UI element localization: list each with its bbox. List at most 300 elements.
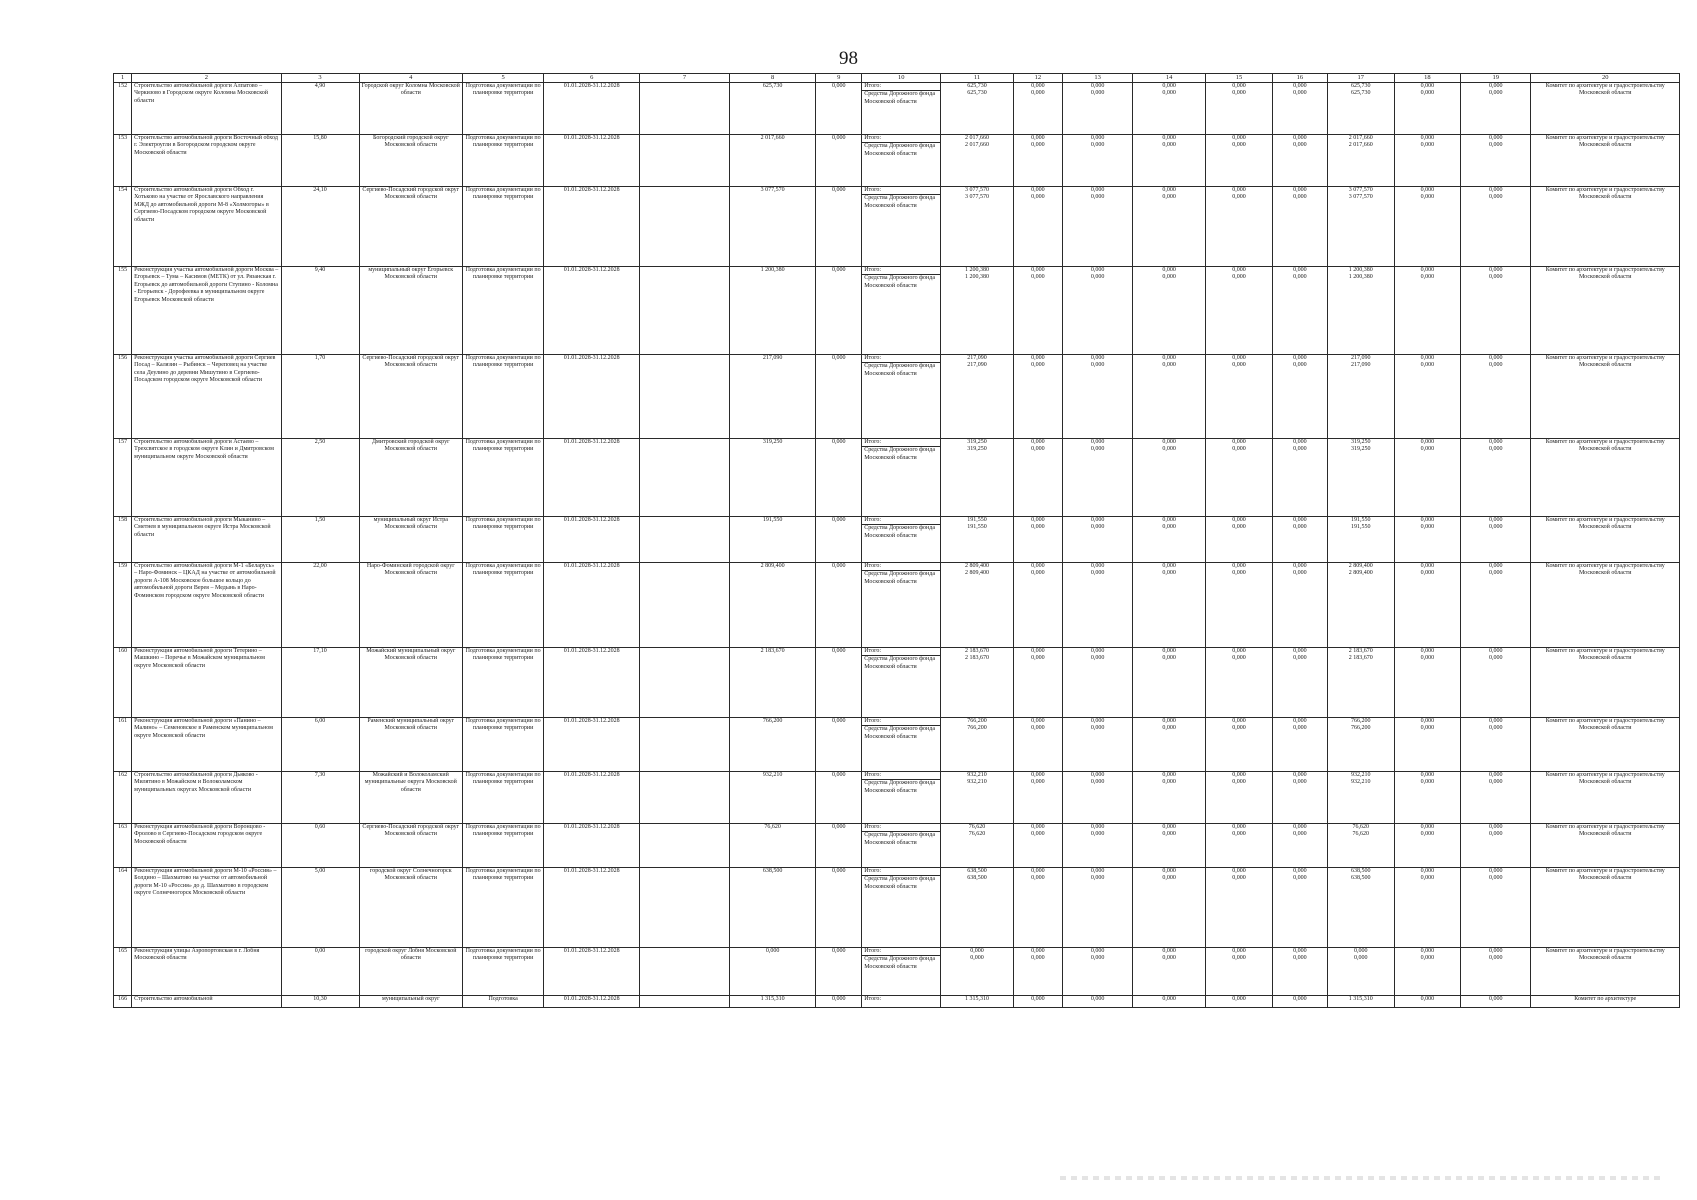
year-value: 0,000 — [1090, 948, 1105, 954]
table-row — [114, 83, 1680, 135]
year-value: 0,000 — [1090, 772, 1105, 778]
year-value-cell — [941, 187, 1014, 267]
year-value: 0,000 — [1488, 274, 1503, 281]
year-value: 0,000 — [1293, 524, 1307, 531]
year-value: 0,000 — [1488, 996, 1503, 1002]
responsible-body: Комитет по архитектуре и градостроительству Московской области — [1531, 517, 1680, 563]
year-value-cell — [1205, 439, 1272, 517]
funding-label: Средства Дорожного фонда Московской области — [862, 725, 940, 741]
year-value-cell — [1013, 563, 1062, 648]
municipality: Можайский муниципальный округ Московской области — [359, 648, 463, 718]
year-value: 0,000 — [1031, 824, 1045, 830]
year-value: 217,090 — [967, 355, 987, 361]
year-value: 0,000 — [1420, 517, 1435, 523]
year-value-cell — [1394, 355, 1460, 439]
year-value: 0,000 — [1488, 570, 1503, 577]
program-table — [113, 73, 1680, 1008]
year-value: 0,000 — [1232, 955, 1246, 962]
year-value: 0,000 — [1420, 142, 1435, 149]
column-7 — [640, 439, 730, 517]
year-value-cell — [1273, 824, 1327, 868]
year-value: 1 315,310 — [964, 996, 989, 1002]
total-cost: 932,210 — [729, 772, 815, 824]
year-value-cell — [1062, 996, 1132, 1008]
year-value: 0,000 — [1293, 868, 1307, 874]
funding-label: Средства Дорожного фонда Московской области — [862, 142, 940, 158]
year-value: 2 017,660 — [1348, 142, 1373, 149]
year-value: 0,000 — [1293, 831, 1307, 838]
funding-source-cell — [862, 355, 941, 439]
year-value: 2 809,400 — [964, 563, 989, 569]
year-value-cell — [941, 996, 1014, 1008]
year-value-cell — [1327, 135, 1394, 187]
year-value: 932,210 — [1350, 779, 1371, 786]
column-9: 0,000 — [816, 996, 862, 1008]
year-value: 0,000 — [1162, 446, 1176, 453]
year-value: 766,200 — [967, 725, 987, 732]
year-value: 0,000 — [1232, 948, 1246, 954]
column-7 — [640, 868, 730, 948]
year-value: 625,730 — [1350, 83, 1371, 89]
total-label: Итого: — [864, 718, 882, 724]
object-name: Реконструкция улицы Аэропортовская в г. Лобня Московской области — [132, 948, 281, 996]
year-value: 0,000 — [1162, 439, 1176, 445]
year-value-cell — [1013, 648, 1062, 718]
column-9: 0,000 — [816, 83, 862, 135]
year-value: 0,000 — [1090, 955, 1105, 962]
year-value-cell — [1133, 718, 1206, 772]
year-value-cell — [1013, 772, 1062, 824]
year-value: 766,200 — [1350, 725, 1371, 732]
year-value: 0,000 — [1162, 824, 1176, 830]
year-value: 0,000 — [1420, 267, 1435, 273]
year-value: 0,000 — [1488, 446, 1503, 453]
year-value-cell — [1461, 439, 1531, 517]
year-value-cell — [1205, 996, 1272, 1008]
year-value: 0,000 — [1293, 187, 1307, 193]
total-cost: 625,730 — [729, 83, 815, 135]
work-stage: Подготовка документации по планировке территории — [463, 824, 544, 868]
year-value-cell — [941, 824, 1014, 868]
year-value-cell — [1327, 439, 1394, 517]
responsible-body: Комитет по архитектуре и градостроительству Московской области — [1531, 824, 1680, 868]
year-value: 0,000 — [1293, 362, 1307, 369]
municipality: городской округ Солнечногорск Московской области — [359, 868, 463, 948]
responsible-body: Комитет по архитектуре и градостроительству Московской области — [1531, 187, 1680, 267]
year-value-cell — [1273, 868, 1327, 948]
year-value-cell — [1133, 648, 1206, 718]
year-value: 0,000 — [1031, 517, 1045, 523]
length-km: 6,00 — [281, 718, 359, 772]
year-value: 0,000 — [1420, 362, 1435, 369]
year-value: 0,000 — [1090, 439, 1105, 445]
year-value-cell — [1133, 517, 1206, 563]
year-value-cell — [1013, 187, 1062, 267]
length-km: 7,30 — [281, 772, 359, 824]
year-value: 0,000 — [1293, 274, 1307, 281]
funding-label: Средства Дорожного фонда Московской области — [862, 446, 940, 462]
year-value: 0,000 — [970, 955, 984, 962]
column-9: 0,000 — [816, 772, 862, 824]
year-value-cell — [1013, 868, 1062, 948]
year-value: 0,000 — [1162, 779, 1176, 786]
year-value: 0,000 — [1420, 355, 1435, 361]
year-value-cell — [1394, 948, 1460, 996]
row-number: 163 — [114, 824, 132, 868]
year-value: 0,000 — [1232, 779, 1246, 786]
year-value-cell — [1394, 824, 1460, 868]
table-row — [114, 135, 1680, 187]
work-period: 01.01.2028-31.12.2028 — [544, 772, 640, 824]
year-value: 0,000 — [1293, 142, 1307, 149]
year-value: 0,000 — [1031, 187, 1045, 193]
year-value: 0,000 — [1232, 875, 1246, 882]
table-row — [114, 355, 1680, 439]
year-value: 0,000 — [1488, 772, 1503, 778]
year-value: 0,000 — [1488, 194, 1503, 201]
year-value: 0,000 — [1090, 570, 1105, 577]
year-value: 0,000 — [1488, 868, 1503, 874]
year-value-cell — [1205, 135, 1272, 187]
year-value: 0,000 — [1488, 355, 1503, 361]
funding-source-cell — [862, 563, 941, 648]
year-value-cell — [1394, 718, 1460, 772]
total-label: Итого: — [864, 948, 882, 954]
year-value: 0,000 — [1162, 355, 1176, 361]
object-name: Реконструкция автомобильной дороги «Панино – Малино» – Семеновское в Раменском муниципальном округе Московской области — [132, 718, 281, 772]
responsible-body: Комитет по архитектуре и градостроительству Московской области — [1531, 563, 1680, 648]
year-value-cell — [1205, 517, 1272, 563]
year-value: 0,000 — [1031, 955, 1045, 962]
row-number: 166 — [114, 996, 132, 1008]
year-value-cell — [1273, 267, 1327, 355]
year-value-cell — [941, 648, 1014, 718]
year-value: 0,000 — [1090, 875, 1105, 882]
year-value-cell — [1205, 563, 1272, 648]
total-cost: 3 077,570 — [729, 187, 815, 267]
year-value: 0,000 — [1232, 135, 1246, 141]
municipality: Можайский и Волоколамский муниципальные округа Московской области — [359, 772, 463, 824]
year-value: 0,000 — [1162, 517, 1176, 523]
year-value: 0,000 — [1031, 718, 1045, 724]
year-value: 0,000 — [1420, 655, 1435, 662]
funding-source-cell — [862, 187, 941, 267]
year-value-cell — [1013, 267, 1062, 355]
year-value-cell — [1133, 824, 1206, 868]
responsible-body: Комитет по архитектуре и градостроительству Московской области — [1531, 135, 1680, 187]
year-value-cell — [941, 135, 1014, 187]
year-value-cell — [1327, 718, 1394, 772]
row-number: 162 — [114, 772, 132, 824]
year-value-cell — [1062, 83, 1132, 135]
year-value: 0,000 — [1031, 274, 1045, 281]
object-name: Строительство автомобильной дороги Алпатово – Черкизово в Городском округе Коломна Московской области — [132, 83, 281, 135]
year-value: 0,000 — [1031, 779, 1045, 786]
year-value-cell — [1133, 135, 1206, 187]
column-7 — [640, 355, 730, 439]
year-value: 0,000 — [1232, 362, 1246, 369]
year-value: 0,000 — [1232, 570, 1246, 577]
year-value: 638,500 — [967, 875, 987, 882]
year-value: 0,000 — [1031, 439, 1045, 445]
length-km: 0,60 — [281, 824, 359, 868]
column-number: 19 — [1461, 74, 1531, 83]
column-number: 20 — [1531, 74, 1680, 83]
year-value-cell — [1461, 355, 1531, 439]
work-stage: Подготовка документации по планировке территории — [463, 83, 544, 135]
year-value: 76,620 — [1352, 824, 1369, 830]
year-value-cell — [1461, 267, 1531, 355]
year-value-cell — [941, 355, 1014, 439]
object-name: Реконструкция участка автомобильной дороги Москва – Егорьевск – Тума – Касимов (МЕТК) от ул. Рязанская г. Егорьевск до автомобильной дороги Ступино - Коломна - Егорьевск - Дорофеевка в муниципальном округе Егорьевск Московской области — [132, 267, 281, 355]
year-value: 0,000 — [1031, 570, 1045, 577]
year-value-cell — [941, 563, 1014, 648]
year-value: 0,000 — [1420, 274, 1435, 281]
work-period: 01.01.2028-31.12.2028 — [544, 718, 640, 772]
year-value: 0,000 — [1232, 524, 1246, 531]
total-cost: 0,000 — [729, 948, 815, 996]
year-value: 0,000 — [1420, 648, 1435, 654]
responsible-body: Комитет по архитектуре и градостроительству Московской области — [1531, 83, 1680, 135]
year-value: 1 200,380 — [964, 267, 989, 273]
year-value-cell — [1327, 83, 1394, 135]
year-value: 0,000 — [1162, 194, 1176, 201]
year-value: 0,000 — [1232, 563, 1246, 569]
work-stage: Подготовка документации по планировке территории — [463, 267, 544, 355]
year-value: 76,620 — [968, 831, 986, 838]
work-period: 01.01.2028-31.12.2028 — [544, 187, 640, 267]
column-7 — [640, 187, 730, 267]
year-value-cell — [1327, 517, 1394, 563]
year-value: 0,000 — [1420, 875, 1435, 882]
object-name: Строительство автомобильной дороги М-1 «Беларусь» – Наро-Фоминск – ЦКАД на участке от автомобильной дороги А-108 Московское большое кольцо до автомобильной дороги Верея – Медынь в Наро-Фоминском городском округе Московской области — [132, 563, 281, 648]
year-value: 0,000 — [1293, 135, 1307, 141]
year-value: 0,000 — [1293, 570, 1307, 577]
table-row — [114, 948, 1680, 996]
year-value-cell — [1273, 83, 1327, 135]
year-value-cell — [1461, 648, 1531, 718]
year-value-cell — [1205, 267, 1272, 355]
year-value: 0,000 — [1162, 362, 1176, 369]
year-value: 0,000 — [1090, 446, 1105, 453]
year-value: 625,730 — [967, 90, 987, 97]
year-value-cell — [1394, 772, 1460, 824]
work-period: 01.01.2028-31.12.2028 — [544, 135, 640, 187]
year-value-cell — [1394, 996, 1460, 1008]
object-name: Строительство автомобильной дороги Обход г. Хотьково на участке от Ярославского направления МЖД до автомобильной дороги М-8 «Холмогоры» в Сергиево-Посадском городском округе Московской области — [132, 187, 281, 267]
year-value-cell — [1062, 187, 1132, 267]
year-value-cell — [1327, 772, 1394, 824]
year-value: 2 017,660 — [1348, 135, 1373, 141]
year-value: 0,000 — [1090, 142, 1105, 149]
year-value-cell — [1273, 563, 1327, 648]
year-value-cell — [1133, 187, 1206, 267]
year-value: 0,000 — [1488, 948, 1503, 954]
year-value-cell — [1273, 996, 1327, 1008]
total-cost: 217,090 — [729, 355, 815, 439]
year-value: 0,000 — [1293, 779, 1307, 786]
total-cost: 1 315,310 — [729, 996, 815, 1008]
total-cost: 319,250 — [729, 439, 815, 517]
year-value: 0,000 — [1293, 267, 1307, 273]
column-number: 7 — [640, 74, 730, 83]
year-value: 0,000 — [1031, 948, 1045, 954]
year-value: 0,000 — [1090, 824, 1105, 830]
year-value: 0,000 — [1293, 955, 1307, 962]
year-value: 0,000 — [1232, 831, 1246, 838]
year-value: 0,000 — [1488, 142, 1503, 149]
year-value: 1 200,380 — [1348, 274, 1373, 281]
year-value: 0,000 — [1162, 655, 1176, 662]
year-value: 0,000 — [1420, 570, 1435, 577]
year-value: 0,000 — [1232, 655, 1246, 662]
year-value: 0,000 — [1420, 725, 1435, 732]
year-value: 0,000 — [1162, 868, 1176, 874]
year-value: 0,000 — [1031, 362, 1045, 369]
row-number: 160 — [114, 648, 132, 718]
year-value: 0,000 — [1293, 948, 1307, 954]
year-value: 0,000 — [1090, 831, 1105, 838]
year-value: 0,000 — [1293, 648, 1307, 654]
year-value: 0,000 — [1162, 563, 1176, 569]
year-value-cell — [941, 439, 1014, 517]
year-value: 0,000 — [1293, 996, 1307, 1002]
year-value: 319,250 — [967, 446, 987, 453]
year-value: 0,000 — [1162, 524, 1176, 531]
row-number: 152 — [114, 83, 132, 135]
work-stage: Подготовка документации по планировке территории — [463, 517, 544, 563]
funding-label: Средства Дорожного фонда Московской области — [862, 955, 940, 971]
responsible-body: Комитет по архитектуре и градостроительству Московской области — [1531, 948, 1680, 996]
municipality: Раменский муниципальный округ Московской области — [359, 718, 463, 772]
year-value: 0,000 — [1293, 90, 1307, 97]
funding-label: Средства Дорожного фонда Московской области — [862, 274, 940, 290]
year-value-cell — [1133, 267, 1206, 355]
year-value: 0,000 — [1488, 875, 1503, 882]
year-value-cell — [1062, 824, 1132, 868]
year-value: 0,000 — [1488, 655, 1503, 662]
table-row — [114, 824, 1680, 868]
work-period: 01.01.2028-31.12.2028 — [544, 948, 640, 996]
year-value: 0,000 — [1031, 135, 1045, 141]
year-value: 0,000 — [1232, 439, 1246, 445]
column-number: 9 — [816, 74, 862, 83]
year-value: 0,000 — [1162, 83, 1176, 89]
column-9: 0,000 — [816, 868, 862, 948]
year-value-cell — [1205, 824, 1272, 868]
year-value: 0,000 — [1293, 355, 1307, 361]
total-cost: 191,550 — [729, 517, 815, 563]
funding-source-cell — [862, 648, 941, 718]
year-value: 0,000 — [1031, 446, 1045, 453]
year-value: 0,000 — [1488, 648, 1503, 654]
year-value: 217,090 — [1350, 355, 1371, 361]
year-value-cell — [1394, 648, 1460, 718]
year-value-cell — [1062, 718, 1132, 772]
total-cost: 2 809,400 — [729, 563, 815, 648]
work-period: 01.01.2028-31.12.2028 — [544, 439, 640, 517]
column-number: 1 — [114, 74, 132, 83]
year-value: 0,000 — [1232, 83, 1246, 89]
year-value-cell — [1205, 83, 1272, 135]
year-value: 0,000 — [1232, 355, 1246, 361]
year-value: 0,000 — [1232, 446, 1246, 453]
year-value: 0,000 — [1090, 725, 1105, 732]
year-value: 0,000 — [1090, 362, 1105, 369]
year-value: 0,000 — [1420, 772, 1435, 778]
row-number: 158 — [114, 517, 132, 563]
year-value-cell — [1394, 135, 1460, 187]
year-value: 0,000 — [1232, 274, 1246, 281]
year-value: 0,000 — [1031, 142, 1045, 149]
year-value: 0,000 — [1353, 955, 1368, 962]
year-value-cell — [1133, 83, 1206, 135]
column-number: 15 — [1205, 74, 1272, 83]
year-value-cell — [1461, 718, 1531, 772]
total-label: Итого: — [864, 267, 882, 273]
length-km: 22,00 — [281, 563, 359, 648]
year-value-cell — [1394, 83, 1460, 135]
municipality: Сергиево-Посадский городской округ Московской области — [359, 187, 463, 267]
work-stage: Подготовка документации по планировке территории — [463, 648, 544, 718]
year-value: 0,000 — [1420, 135, 1435, 141]
year-value: 0,000 — [1031, 194, 1045, 201]
total-label: Итого: — [864, 355, 882, 361]
column-number: 3 — [281, 74, 359, 83]
column-number: 13 — [1062, 74, 1132, 83]
column-9: 0,000 — [816, 563, 862, 648]
total-label: Итого: — [864, 563, 882, 569]
column-9: 0,000 — [816, 718, 862, 772]
year-value: 0,000 — [1090, 779, 1105, 786]
year-value: 0,000 — [1488, 563, 1503, 569]
year-value: 0,000 — [1293, 824, 1307, 830]
column-9: 0,000 — [816, 517, 862, 563]
year-value: 191,550 — [1350, 517, 1371, 523]
funding-source-cell — [862, 83, 941, 135]
length-km: 15,80 — [281, 135, 359, 187]
year-value: 191,550 — [967, 517, 987, 523]
row-number: 157 — [114, 439, 132, 517]
year-value-cell — [1461, 996, 1531, 1008]
year-value: 0,000 — [1090, 187, 1105, 193]
year-value: 638,500 — [1350, 868, 1371, 874]
year-value: 0,000 — [1232, 517, 1246, 523]
year-value-cell — [1062, 563, 1132, 648]
year-value-cell — [1273, 948, 1327, 996]
year-value-cell — [1062, 772, 1132, 824]
table-row — [114, 439, 1680, 517]
funding-source-cell — [862, 439, 941, 517]
work-period: 01.01.2028-31.12.2028 — [544, 83, 640, 135]
year-value: 0,000 — [1232, 868, 1246, 874]
year-value-cell — [1133, 355, 1206, 439]
year-value: 0,000 — [1162, 996, 1176, 1002]
year-value: 0,000 — [1488, 779, 1503, 786]
work-stage: Подготовка документации по планировке территории — [463, 355, 544, 439]
year-value-cell — [1273, 187, 1327, 267]
column-7 — [640, 948, 730, 996]
year-value: 0,000 — [1031, 355, 1045, 361]
year-value: 0,000 — [1420, 955, 1435, 962]
year-value: 0,000 — [1293, 875, 1307, 882]
column-7 — [640, 996, 730, 1008]
column-number: 8 — [729, 74, 815, 83]
funding-label: Средства Дорожного фонда Московской области — [862, 362, 940, 378]
year-value: 766,200 — [1350, 718, 1371, 724]
year-value: 0,000 — [1488, 90, 1503, 97]
column-number: 16 — [1273, 74, 1327, 83]
